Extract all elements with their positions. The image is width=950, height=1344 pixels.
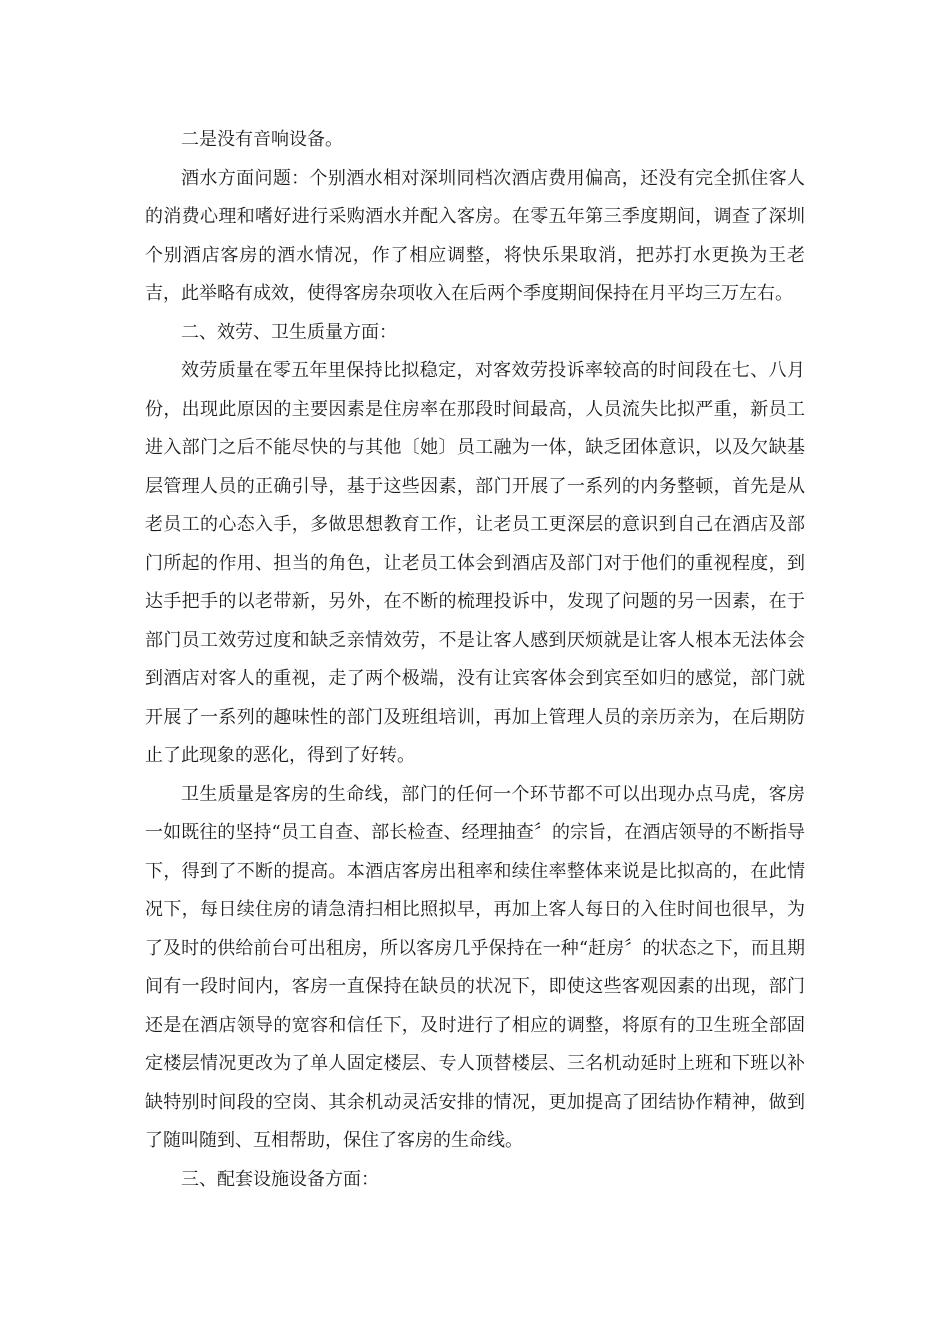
document-body: [145, 121, 805, 1199]
paragraph-service-quality: 效劳质量在零五年里保持比拟稳定，对客效劳投诉率较高的时间段在七、八月份，出现此原因的主要因素是住房率在那段时间最高，人员流失比拟严重，新员工进入部门之后不能尽快的与其他〔她〕员工融为一体，缺乏团体意识，以及欠缺基层管理人员的正确引导，基于这些因素，部门开展了一系列的内务整顿，首先是从老员工的心态入手，多做思想教育工作，让老员工更深层的意识到自己在酒店及部门所起的作用、担当的角色，让老员工体会到酒店及部门对于他们的重视程度，到达手把手的以老带新，另外，在不断的梳理投诉中，发现了问题的另一因素，在于部门员工效劳过度和缺乏亲情效劳，不是让客人感到厌烦就是让客人根本无法体会到酒店对客人的重视，走了两个极端，没有让宾客体会到宾至如归的感觉，部门就开展了一系列的趣味性的部门及班组培训，再加上管理人员的亲历亲为，在后期防止了此现象的恶化，得到了好转。: [145, 360, 805, 766]
section-heading-service-hygiene: 二、效劳、卫生质量方面：: [181, 321, 397, 343]
paragraph-no-audio-equipment: 二是没有音响设备。: [181, 129, 343, 150]
paragraph-hygiene-quality: 卫生质量是客房的生命线，部门的任何一个环节都不可以出现办点马虎，客房一如既往的坚持“员工自查、部长检查、经理抽查〞的宗旨，在酒店领导的不断指导下，得到了不断的提高。本酒店客房出租率和续住率整体来说是比拟高的，在此情况下，每日续住房的请急清扫相比照拟早，再加上客人每日的入住时间也很早，为了及时的供给前台可出租房，所以客房几乎保持在一种“赶房〞的状态之下，而且期间有一段时间内，客房一直保持在缺员的状况下，即使这些客观因素的出现，部门还是在酒店领导的宽容和信任下，及时进行了相应的调整，将原有的卫生班全部固定楼层情况更改为了单人固定楼层、专人顶替楼层、三名机动延时上班和下班以补缺特别时间段的空岗、其余机动灵活安排的情况，更加提高了团结协作精神，做到了随叫随到、互相帮助，保住了客房的生命线。: [145, 783, 805, 1151]
paragraph-beverage-issues: 酒水方面问题：个别酒水相对深圳同档次酒店费用偏高，还没有完全抓住客人的消费心理和嗜好进行采购酒水并配入客房。在零五年第三季度期间，调查了深圳个别酒店客房的酒水情况，作了相应调整，将快乐果取消，把苏打水更换为王老吉，此举略有成效，使得客房杂项收入在后两个季度期间保持在月平均三万左右。: [145, 167, 805, 304]
section-heading-facilities: 三、配套设施设备方面：: [181, 1168, 379, 1190]
